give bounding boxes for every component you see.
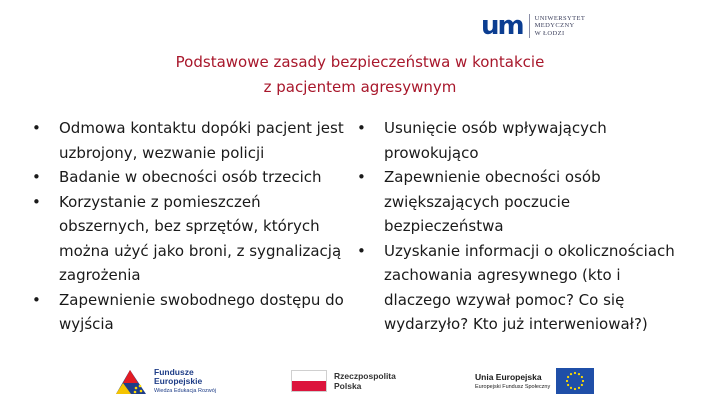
bullet-item: • Zapewnienie obecności osób zwiększających poczucie bezpieczeństwa <box>357 165 687 239</box>
bullet-item: • Zapewnienie swobodnego dostępu do wyjścia <box>32 288 352 337</box>
fundusze-europejskie-logo <box>114 366 216 396</box>
university-logo <box>481 12 601 40</box>
unia-europejska-text <box>475 372 550 391</box>
bullet-item: • Badanie w obecności osób trzecich <box>32 165 352 190</box>
slide-title-line: Podstawowe zasady bezpieczeństwa w kontakcie <box>175 53 545 71</box>
bullet-item: • Korzystanie z pomieszczeń obszernych, bez sprzętów, których można użyć jako broni, z sygnalizacją zagrożenia <box>32 190 352 288</box>
right-bullet-list <box>357 116 687 337</box>
university-logo-line: W ŁODZI <box>534 29 565 37</box>
bullet-item: • Uzyskanie informacji o okolicznościach zachowania agresywnego (kto i dlaczego wzywał pomoc? Co się wydarzyło? Kto już interweniował?) <box>357 239 687 337</box>
fe-line: Wiedza Edukacja Rozwój <box>154 387 217 394</box>
unia-europejska-logo <box>475 368 594 394</box>
footer-logos <box>0 360 720 400</box>
university-logo-line: MEDYCZNY <box>534 22 575 30</box>
university-logo-text <box>535 15 586 38</box>
polish-flag-icon <box>291 370 327 392</box>
rzeczpospolita-polska-text <box>334 371 396 391</box>
fundusze-europejskie-text <box>154 368 216 395</box>
slide-title <box>120 50 600 100</box>
bullet-item: • Odmowa kontaktu dopóki pacjent jest uzbrojony, wezwanie policji <box>32 116 352 165</box>
bullet-item: • Usunięcie osób wpływających prowokująco <box>357 116 687 165</box>
ue-line: Unia Europejska <box>475 371 542 382</box>
pl-line: Polska <box>334 381 362 391</box>
fe-line: Fundusze <box>154 366 194 377</box>
rzeczpospolita-polska-logo <box>291 370 396 392</box>
slide-title-line: z pacjentem agresywnym <box>263 78 457 96</box>
logo-divider <box>529 14 530 38</box>
fe-line: Europejskie <box>154 376 203 386</box>
pl-line: Rzeczpospolita <box>334 371 396 381</box>
ue-line: Europejski Fundusz Społeczny <box>475 383 551 390</box>
left-bullet-list <box>32 116 352 337</box>
fundusze-europejskie-icon <box>114 366 148 396</box>
eu-flag-icon <box>556 368 594 394</box>
university-logo-line: UNIWERSYTET <box>534 14 586 22</box>
university-logo-mark: um <box>481 11 523 41</box>
